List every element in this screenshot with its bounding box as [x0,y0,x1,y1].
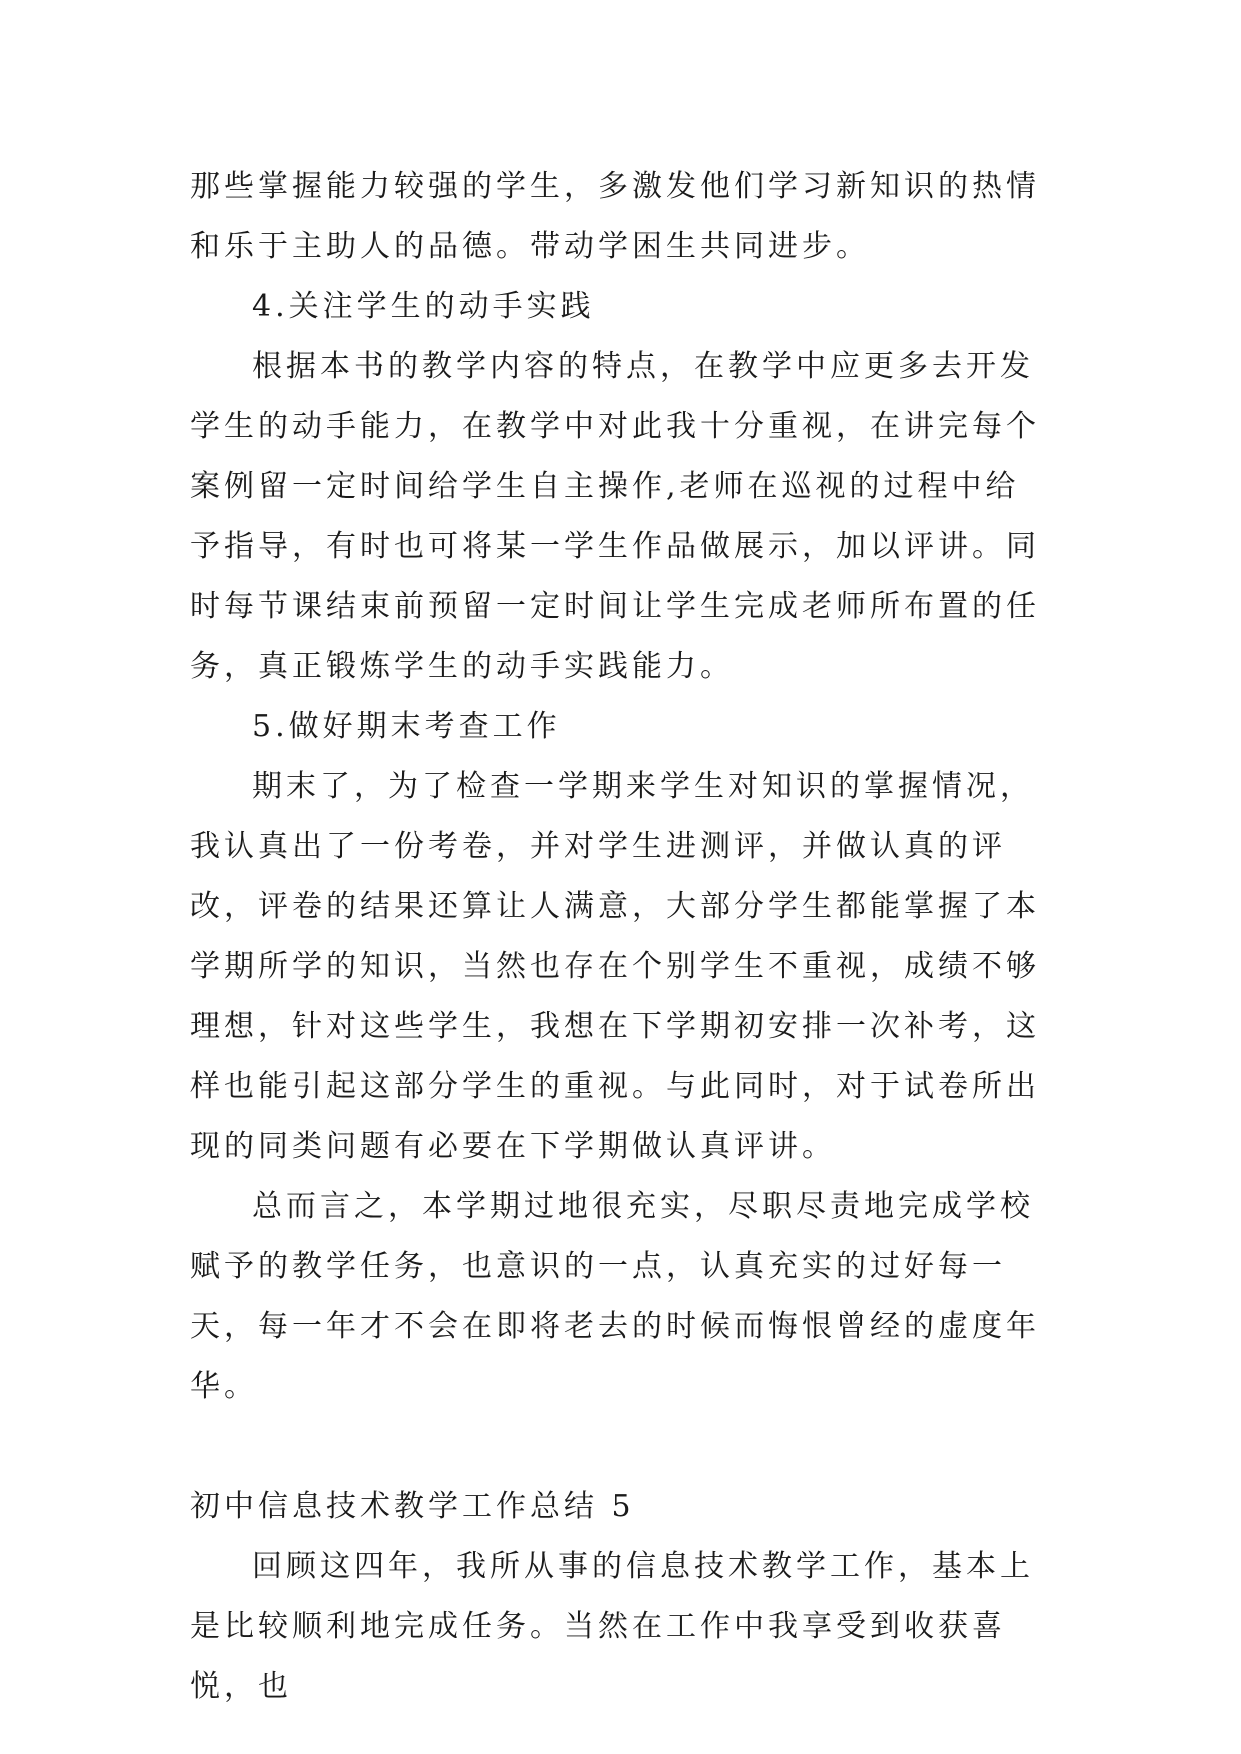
paragraph-final-exam: 期末了，为了检查一学期来学生对知识的掌握情况，我认真出了一份考卷，并对学生进测评，并做认真的评改，评卷的结果还算让人满意，大部分学生都能掌握了本学期所学的知识，当然也存在个别学生不重视，成绩不够理想，针对这些学生，我想在下学期初安排一次补考，这样也能引起这部分学生的重视。与此同时，对于试卷所出现的同类问题有必要在下学期做认真评讲。 [190,769,1040,1164]
paragraph-conclusion: 总而言之，本学期过地很充实，尽职尽责地完成学校赋予的教学任务，也意识的一点，认真充实的过好每一天，每一年才不会在即将老去的时候而悔恨曾经的虚度年华。 [190,1189,1040,1404]
section-paragraph: 回顾这四年，我所从事的信息技术教学工作，基本上是比较顺利地完成任务。当然在工作中我享受到收获喜悦，也 [190,1549,1034,1704]
subheading-final-exam: 5.做好期末考查工作 [252,709,561,744]
subheading-hands-on-practice: 4.关注学生的动手实践 [252,289,595,324]
paragraph-continued: 那些掌握能力较强的学生，多激发他们学习新知识的热情和乐于主助人的品德。带动学困生共同进步。 [190,169,1040,264]
paragraph-hands-on-practice: 根据本书的教学内容的特点，在教学中应更多去开发学生的动手能力，在教学中对此我十分重视，在讲完每个案例留一定时间给学生自主操作,老师在巡视的过程中给予指导，有时也可将某一学生作品做展示，加以评讲。同时每节课结束前预留一定时间让学生完成老师所布置的任务，真正锻炼学生的动手实践能力。 [190,349,1040,684]
document-body [190,157,1050,1717]
section-spacer [190,1417,1050,1477]
section-title: 初中信息技术教学工作总结 5 [190,1489,635,1524]
